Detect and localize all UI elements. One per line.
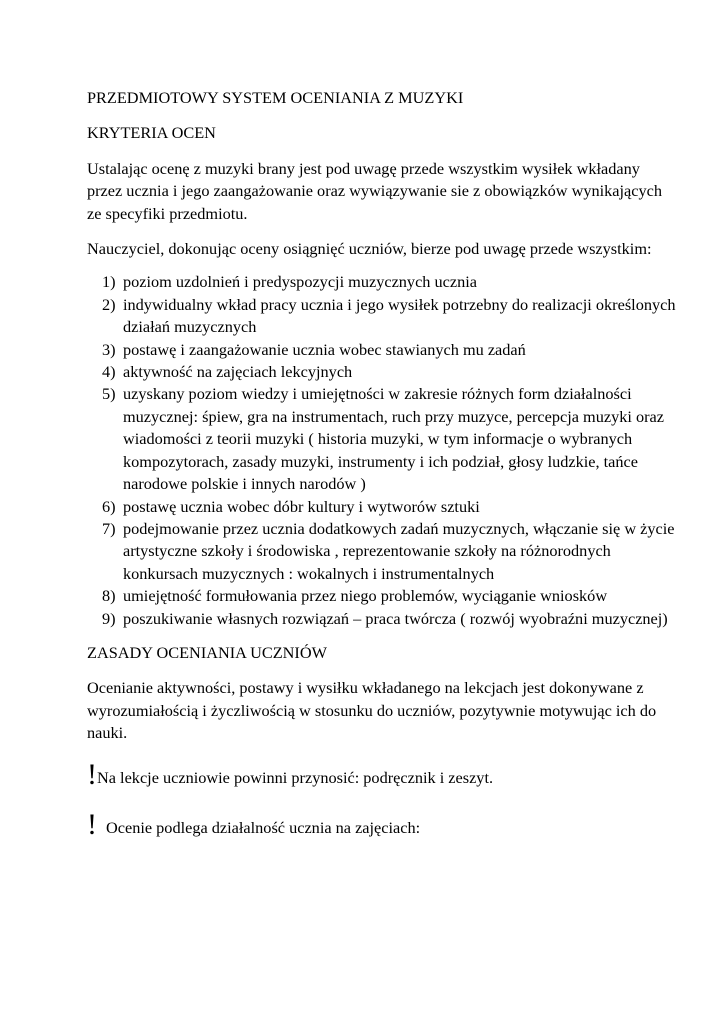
exclamation-icon: ! <box>87 807 97 841</box>
document-page <box>87 87 679 839</box>
criteria-item <box>87 608 679 630</box>
note-text: Ocenie podlega działalność ucznia na zajęciach: <box>106 817 421 837</box>
rules-paragraph: Ocenianie aktywności, postawy i wysiłku wkładanego na lekcjach jest dokonywane z wyrozumiałością i życzliwością w stosunku do uczniów, pozytywnie motywując ich do nauki. <box>87 678 657 743</box>
criteria-number: 5) <box>102 384 116 404</box>
criteria-text: aktywność na zajęciach lekcyjnych <box>123 362 353 382</box>
criteria-list <box>87 271 679 630</box>
criteria-number: 4) <box>102 362 116 382</box>
criteria-text: podejmowanie przez ucznia dodatkowych zadań muzycznych, włączanie się w życie artystyczne szkoły i środowiska , reprezentowanie szkoły na różnorodnych konkursach muzycznych : wokalnych i instrumentalnych <box>123 518 675 583</box>
note-textbook <box>87 757 679 791</box>
criteria-item <box>87 585 679 607</box>
criteria-heading: KRYTERIA OCEN <box>87 123 216 143</box>
criteria-text: uzyskany poziom wiedzy i umiejętności w zakresie różnych form działalności muzycznej: śpiew, gra na instrumentach, ruch przy muzyce, percepcja muzyki oraz wiadomości z teorii muzyki ( historia muzyki, w tym informacje o wybranych kompozytorach, zasady muzyki, instrumenty i ich podział, głosy ludzkie, tańce narodowe polskie i innych narodów ) <box>123 384 664 494</box>
criteria-number: 2) <box>102 294 116 314</box>
note-text: Na lekcje uczniowie powinni przynosić: podręcznik i zeszyt. <box>97 767 494 787</box>
criteria-number: 9) <box>102 608 116 628</box>
criteria-item <box>87 361 679 383</box>
criteria-item <box>87 518 679 585</box>
criteria-number: 8) <box>102 586 116 606</box>
criteria-item <box>87 383 679 495</box>
criteria-item <box>87 496 679 518</box>
criteria-number: 6) <box>102 496 116 516</box>
criteria-item <box>87 294 679 339</box>
document-title: PRZEDMIOTOWY SYSTEM OCENIANIA Z MUZYKI <box>87 88 464 107</box>
criteria-text: postawę i zaangażowanie ucznia wobec stawianych mu zadań <box>123 339 526 359</box>
criteria-text: postawę ucznia wobec dóbr kultury i wytworów sztuki <box>123 496 480 516</box>
criteria-text: poszukiwanie własnych rozwiązań – praca twórcza ( rozwój wyobraźni muzycznej) <box>123 608 668 628</box>
criteria-number: 7) <box>102 518 116 538</box>
criteria-text: indywidualny wkład pracy ucznia i jego wysiłek potrzebny do realizacji określonych działań muzycznych <box>123 294 676 337</box>
criteria-number: 3) <box>102 339 116 359</box>
criteria-item <box>87 271 679 293</box>
exclamation-icon: ! <box>87 757 97 791</box>
criteria-item <box>87 339 679 361</box>
criteria-number: 1) <box>102 272 116 292</box>
criteria-text: umiejętność formułowania przez niego problemów, wyciąganie wniosków <box>123 586 608 606</box>
note-assessment <box>87 807 679 841</box>
rules-heading: ZASADY OCENIANIA UCZNIÓW <box>87 642 327 662</box>
criteria-text: poziom uzdolnień i predyspozycji muzycznych ucznia <box>123 272 477 292</box>
intro-paragraph: Ustalając ocenę z muzyki brany jest pod uwagę przede wszystkim wysiłek wkładany przez ucznia i jego zaangażowanie oraz wywiązywanie sie z obowiązków wynikających ze specyfiki przedmiotu. <box>87 158 662 223</box>
teacher-paragraph: Nauczyciel, dokonując oceny osiągnięć uczniów, bierze pod uwagę przede wszystkim: <box>87 239 652 259</box>
